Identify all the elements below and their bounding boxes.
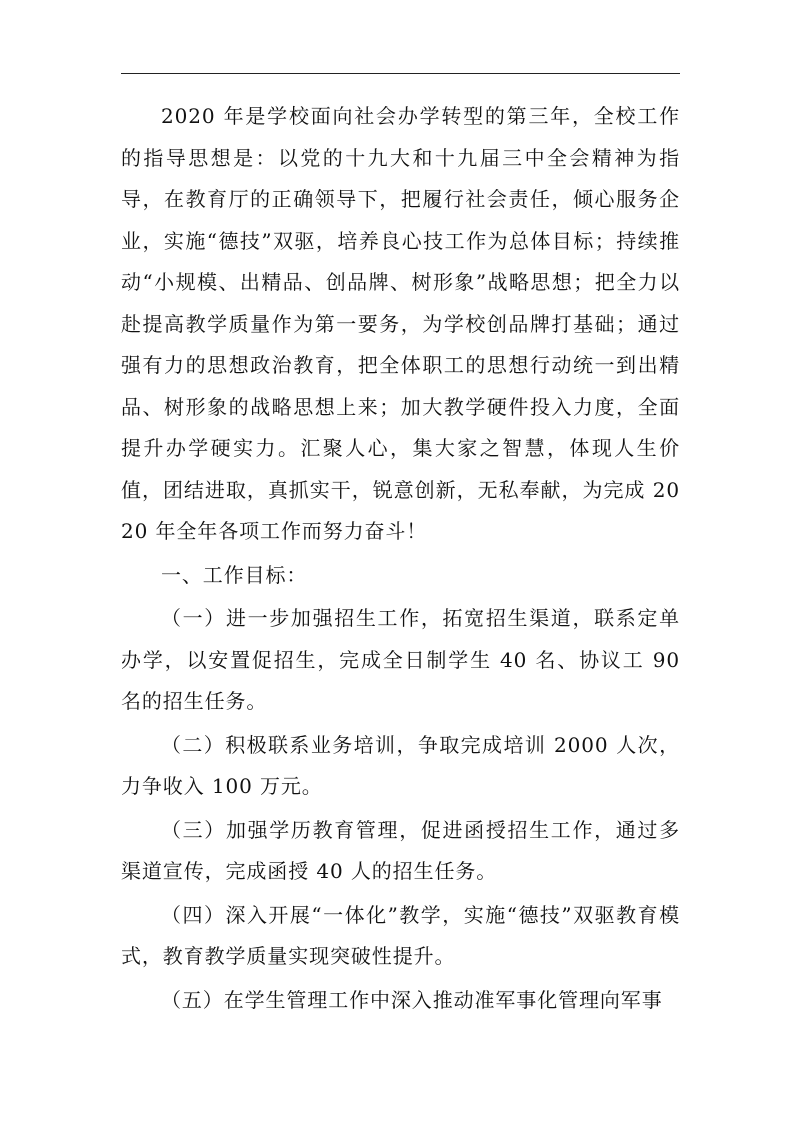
- header-rule: [121, 73, 680, 74]
- goal-item-2: （二）积极联系业务培训，争取完成培训 2000 人次，力争收入 100 万元。: [121, 732, 680, 798]
- section-heading-work-goals: 一、工作目标：: [161, 562, 308, 587]
- paragraph-guiding-ideology: 2020 年是学校面向社会办学转型的第三年，全校工作的指导思想是：以党的十九大和十九届三中全会精神为指导，在教育厅的正确领导下，把履行社会责任，倾心服务企业，实施“德技”双驱，培养良心技工作为总体目标；持续推动“小规模、出精品、创品牌、树形象”战略思想；把全力以赴提高教学质量作为第一要务，为学校创品牌打基础；通过强有力的思想政治教育，把全体职工的思想行动统一到出精品、树形象的战略思想上来；加大教学硬件投入力度，全面提升办学硬实力。汇聚人心，集大家之智慧，体现人生价值，团结进取，真抓实干，锐意创新，无私奉献，为完成 2020 年全年各项工作而努力奋斗！: [121, 104, 680, 543]
- document-body: [121, 96, 680, 1023]
- goal-item-4: （四）深入开展“一体化”教学，实施“德技”双驱教育模式，教育教学质量实现突破性提升。: [121, 902, 680, 968]
- goal-item-5: （五）在学生管理工作中深入推动准军事化管理向军事: [161, 987, 663, 1012]
- goal-item-1: （一）进一步加强招生工作，拓宽招生渠道，联系定单办学，以安置促招生，完成全日制学生 40 名、协议工 90 名的招生任务。: [121, 606, 680, 713]
- goal-item-3: （三）加强学历教育管理，促进函授招生工作，通过多渠道宣传，完成函授 40 人的招生任务。: [121, 817, 680, 883]
